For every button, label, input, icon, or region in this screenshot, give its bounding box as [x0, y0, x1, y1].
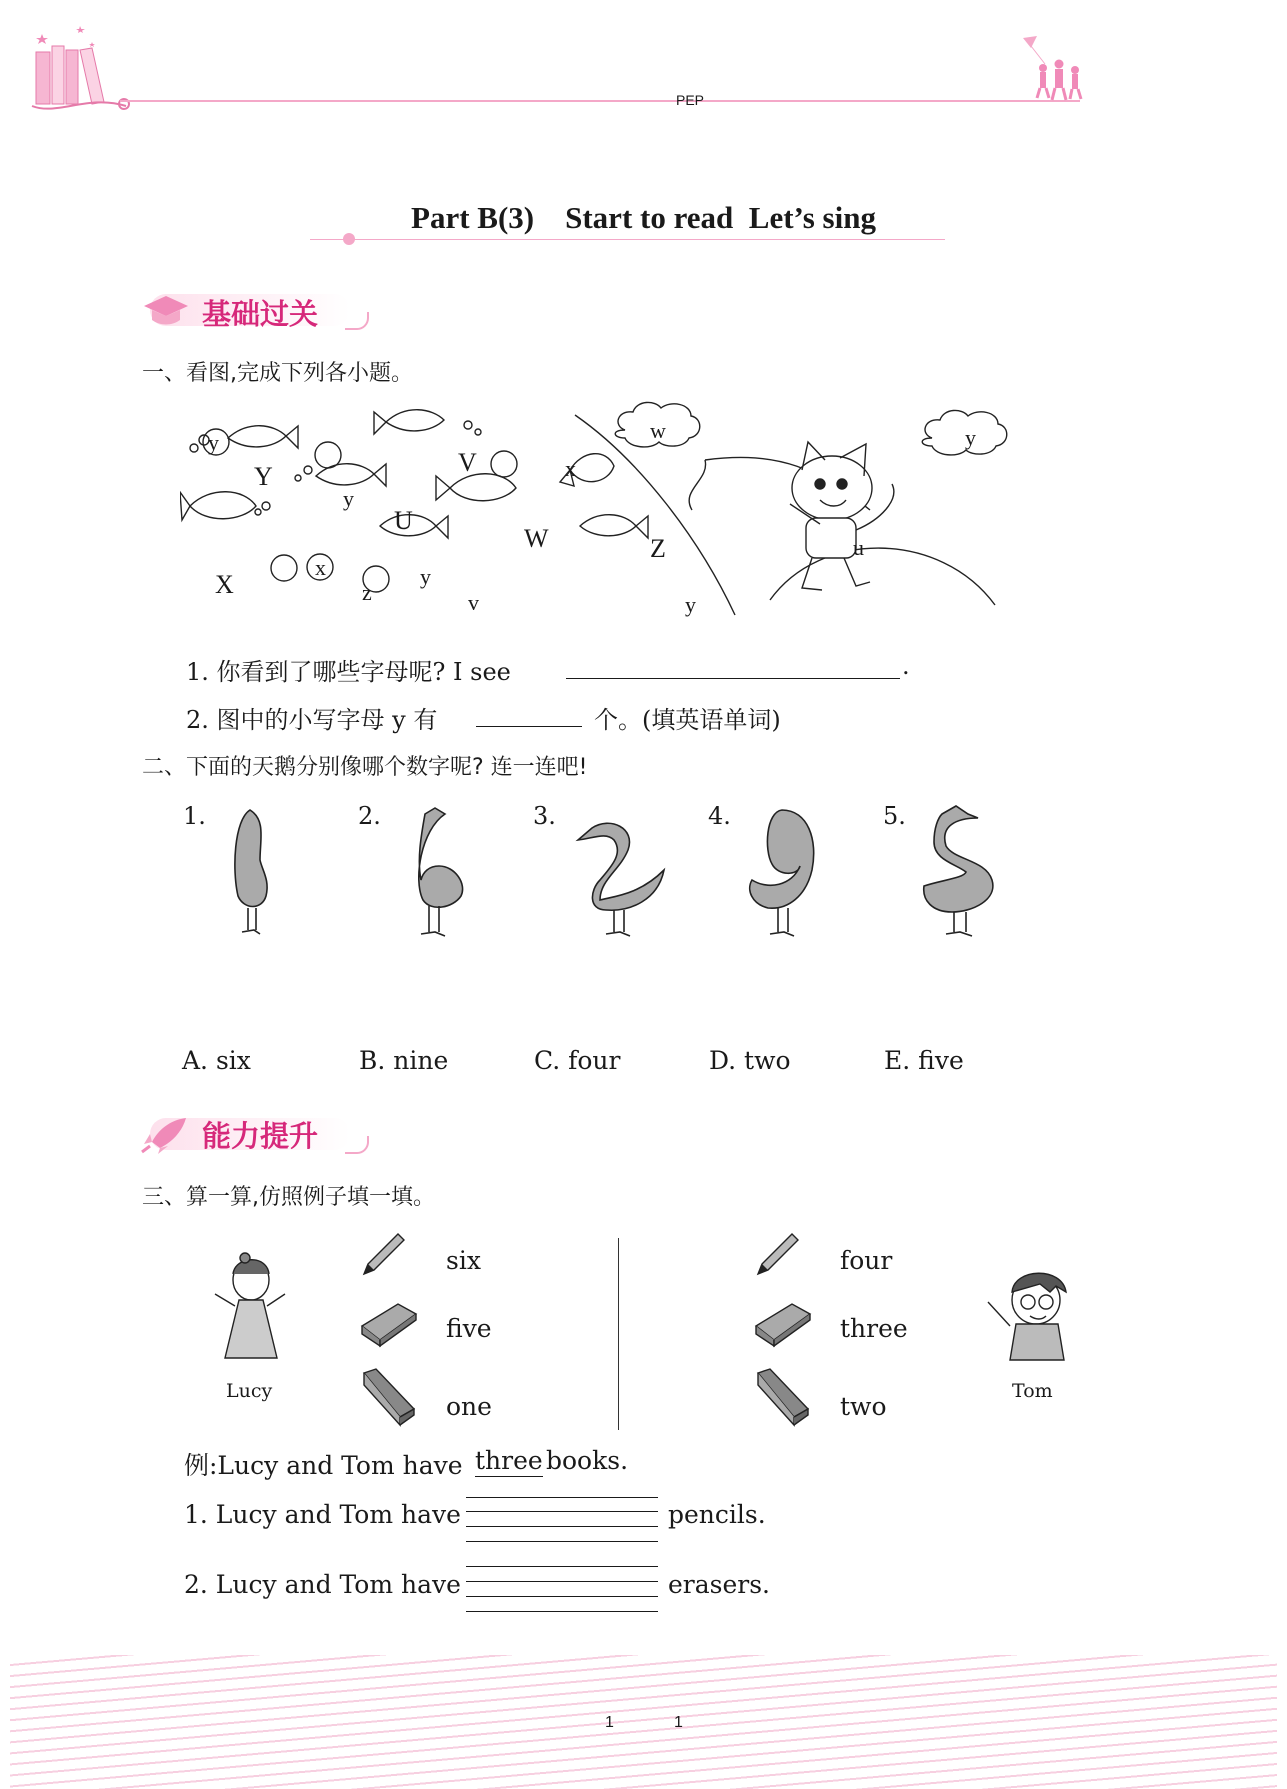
q3-item-1-prefix: 1. Lucy and Tom have	[184, 1500, 461, 1529]
example-suffix: books.	[546, 1446, 629, 1475]
lucy-girl-icon	[205, 1250, 295, 1368]
book-icon	[752, 1365, 814, 1427]
goose-number: 2.	[358, 802, 381, 830]
picture-letter: y	[343, 486, 354, 511]
footer-stripes	[10, 1655, 1277, 1789]
q1-item-1	[186, 652, 511, 687]
example-answer: three	[475, 1446, 543, 1475]
picture-letter: x	[315, 555, 326, 580]
page-number-2: 1	[674, 1714, 683, 1731]
picture-letter: y	[685, 592, 696, 617]
column-divider	[618, 1238, 619, 1430]
lucy-name: Lucy	[226, 1380, 273, 1402]
picture-letter: z	[362, 580, 372, 605]
left-word-books: one	[446, 1392, 492, 1421]
goose-nine-icon[interactable]	[738, 800, 828, 945]
right-word-pencils: four	[840, 1246, 893, 1275]
picture-letter: x	[565, 456, 576, 481]
goose-one-icon[interactable]	[220, 800, 290, 945]
q1-answer-blank-1[interactable]	[566, 678, 900, 679]
picture-letter: y	[965, 425, 976, 450]
left-word-erasers: five	[446, 1314, 492, 1343]
book-icon	[358, 1365, 420, 1427]
picture-letter: u	[853, 535, 864, 560]
section-title-advanced: 能力提升	[202, 1119, 319, 1153]
option-c[interactable]: C. four	[534, 1046, 621, 1075]
series-label: PEP	[675, 92, 705, 108]
picture-letter: Z	[650, 534, 666, 563]
pencil-icon	[358, 1228, 408, 1280]
option-b[interactable]: B. nine	[359, 1046, 449, 1075]
goose-number: 3.	[533, 802, 556, 830]
picture-letter: y	[208, 430, 219, 455]
q1-heading: 一、看图,完成下列各小题。	[142, 361, 413, 386]
right-word-erasers: three	[840, 1314, 908, 1343]
goose-six-icon[interactable]	[395, 800, 475, 945]
q1-item-2	[186, 700, 437, 735]
q1-item-1-prefix: 1. 你看到了哪些字母呢? I see	[186, 658, 511, 686]
q1-answer-blank-2[interactable]	[476, 726, 582, 727]
left-word-pencils: six	[446, 1246, 481, 1275]
option-a[interactable]: A. six	[182, 1046, 251, 1075]
picture-letter: y	[420, 564, 431, 589]
picture-letter: X	[215, 570, 234, 599]
eraser-icon	[358, 1298, 420, 1348]
picture-letter: w	[650, 418, 666, 443]
q3-item-2-prefix: 2. Lucy and Tom have	[184, 1570, 461, 1599]
picture-letter: v	[468, 590, 479, 615]
right-word-books: two	[840, 1392, 887, 1421]
title-underline	[310, 239, 945, 240]
goose-five-icon[interactable]	[912, 800, 1012, 945]
tom-boy-icon	[980, 1262, 1082, 1362]
books-logo-icon	[28, 20, 138, 120]
section-title-basic: 基础过关	[202, 297, 319, 331]
goose-two-icon[interactable]	[570, 800, 670, 945]
pencil-icon	[752, 1228, 802, 1280]
page-number-1: 1	[605, 1714, 614, 1731]
option-d[interactable]: D. two	[709, 1046, 791, 1075]
picture-letter: U	[394, 506, 413, 535]
q1-item-1-suffix: .	[902, 652, 910, 680]
tom-name: Tom	[1012, 1380, 1053, 1402]
title-bullet-icon	[343, 233, 355, 245]
section-banner-advanced	[140, 1112, 370, 1156]
picture-letter: Y	[254, 462, 273, 491]
picture-letter: W	[524, 524, 549, 553]
q3-item-2-suffix: erasers.	[668, 1570, 771, 1599]
q1-item-2-prefix: 2. 图中的小写字母 y 有	[186, 706, 438, 734]
children-kite-icon	[1015, 34, 1090, 104]
goose-number: 4.	[708, 802, 731, 830]
fishing-cat-picture	[180, 400, 1030, 640]
q3-heading: 三、算一算,仿照例子填一填。	[142, 1185, 435, 1210]
example-prefix: 例:Lucy and Tom have	[184, 1451, 463, 1480]
option-e[interactable]: E. five	[884, 1046, 964, 1075]
q1-item-2-suffix: 个。(填英语单词)	[594, 706, 781, 734]
q2-heading: 二、下面的天鹅分别像哪个数字呢? 连一连吧!	[142, 755, 588, 780]
rocket-icon	[140, 1114, 192, 1154]
q3-item-1-suffix: pencils.	[668, 1500, 766, 1529]
goose-number: 5.	[883, 802, 906, 830]
goose-number: 1.	[183, 802, 206, 830]
eraser-icon	[752, 1298, 814, 1348]
picture-letter: V	[458, 448, 477, 477]
page-title: Part B(3) Start to read Let’s sing	[411, 200, 876, 235]
graduation-cap-icon	[140, 292, 192, 330]
section-banner-basic	[140, 288, 370, 332]
